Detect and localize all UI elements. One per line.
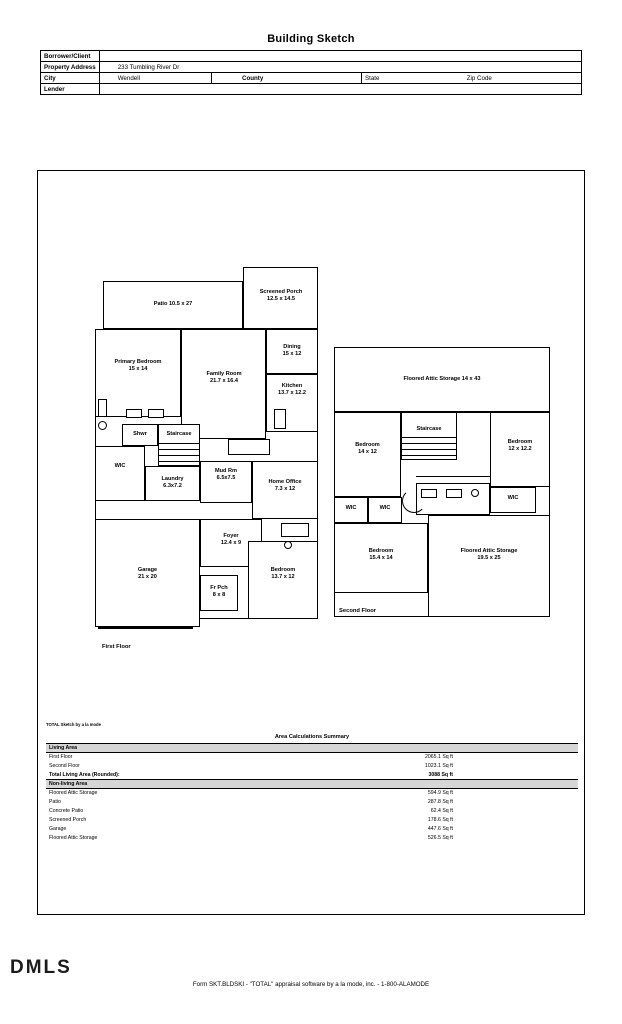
door-swing-arc [402,489,426,513]
room-label-screened-porch-dims: 12.5 x 14.5 [267,296,295,302]
room-label-wic-a: WIC [345,505,357,511]
sketch-credit-note: TOTAL Sketch by a la mode [46,722,101,727]
room-label-mud-room-dims: 6.5x7.5 [216,475,236,481]
vanity-fixture-4 [446,489,462,498]
area-row-pad [456,825,578,834]
room-label-garage-dims: 21 x 20 [138,574,157,580]
room-label-home-office-dims: 7.3 x 12 [274,486,296,492]
header-label-zip: Zip Code [466,74,492,82]
room-label-bedroom-12x12-2-dims: 12 x 12.2 [508,446,532,452]
bath-tub-fixture [98,399,107,417]
area-row-pad [456,753,578,762]
table-row [46,798,578,807]
room-label-bedroom-12x12-2: Bedroom [507,439,533,445]
room-label-laundry: Laundry [161,476,184,482]
room-floored-attic-storage-19-5x25 [428,515,550,617]
header-state-zip-cell [362,73,582,84]
stair-tread-1 [159,443,199,444]
room-label-staircase-first: Staircase [166,431,192,437]
area-row-value: 526.5 Sq ft [346,834,456,843]
floor-label-first: First Floor [102,644,131,650]
room-label-primary-bedroom-dims: 15 x 14 [128,366,148,372]
room-label-shower: Shwr [133,431,147,437]
powder-bath-fixture [281,523,309,537]
room-label-kitchen: Kitchen [281,383,303,389]
stair2-tread-2 [402,443,456,444]
room-label-wic-b: WIC [379,505,391,511]
area-row-value: 62.4 Sq ft [346,807,456,816]
header-label-city: City [41,73,100,84]
header-row-city [41,73,582,84]
header-value-address: 233 Tumbling River Dr [99,62,581,73]
area-heading-nonliving-spacer [346,780,456,789]
room-label-floored-attic-storage-19-5x25-dims: 19.5 x 25 [477,555,501,561]
area-row-value: 594.9 Sq ft [346,789,456,798]
room-label-family-room: Family Room [206,371,242,377]
sink-fixture-3 [471,489,479,497]
area-row-pad [456,771,578,780]
stair-tread-4 [159,461,199,462]
header-label-county: County [212,73,362,84]
page-title: Building Sketch [267,33,355,45]
header-row-borrower [41,51,582,62]
room-label-wic-first: WIC [114,463,126,469]
area-summary-title: Area Calculations Summary [274,734,350,740]
sink-fixture-1 [98,421,107,430]
room-label-laundry-dims: 6.3x7.2 [163,483,182,489]
header-row-lender [41,84,582,95]
area-row-pad [456,762,578,771]
second-floor-bath-block [416,483,490,515]
area-row-pad [456,789,578,798]
table-row [46,816,578,825]
table-row [46,789,578,798]
kitchen-counter-fixture [228,439,270,455]
area-row-pad [456,798,578,807]
room-label-bedroom-15-4x14: Bedroom [368,548,394,554]
kitchen-island-fixture [274,409,286,429]
room-label-primary-bedroom: Primary Bedroom [114,359,162,365]
room-label-bedroom-first: Bedroom [270,567,296,573]
area-summary-table [46,743,578,843]
room-label-foyer: Foyer [223,533,239,539]
header-value-lender [99,84,581,95]
stair2-tread-4 [402,455,456,456]
area-section-heading-living [46,744,578,753]
sink-fixture-2 [284,541,292,549]
room-label-garage: Garage [137,567,158,573]
table-row [46,753,578,762]
room-label-bedroom-15-4x14-dims: 15.4 x 14 [369,555,393,561]
vanity-fixture-1 [126,409,142,418]
room-label-screened-porch: Screened Porch [259,289,303,295]
area-row-value: 287.8 Sq ft [346,798,456,807]
vanity-fixture-2 [148,409,164,418]
area-row-value: 2065.1 Sq ft [346,753,456,762]
header-value-city: Wendell [99,73,211,84]
table-row [46,807,578,816]
room-label-family-room-dims: 21.7 x 16.4 [210,378,238,384]
area-row-name: Second Floor [46,762,346,771]
area-row-name: First Floor [46,753,346,762]
property-header-table [40,50,582,95]
area-heading-nonliving-pad [456,780,578,789]
table-row [46,825,578,834]
room-staircase-second [401,412,457,460]
area-row-value: 178.6 Sq ft [346,816,456,825]
area-row-value: 1023.1 Sq ft [346,762,456,771]
room-label-mud-room: Mud Rm [214,468,238,474]
area-row-name: Patio [46,798,346,807]
room-label-home-office: Home Office [268,479,302,485]
area-row-name: Garage [46,825,346,834]
room-label-floored-attic-storage-top: Floored Attic Storage 14 x 43 [403,376,481,382]
header-row-address [41,62,582,73]
bath-divider-line [416,476,490,477]
stair2-tread-3 [402,449,456,450]
area-row-pad [456,834,578,843]
header-label-lender: Lender [41,84,100,95]
table-row [46,762,578,771]
area-heading-nonliving-label: Non-living Area [46,780,346,789]
stair2-tread-1 [402,437,456,438]
floor-plan-drawing [38,171,586,741]
room-label-front-porch-dims: 8 x 8 [212,592,226,598]
room-label-front-porch: Fr Pch [210,585,228,591]
room-wic-first [95,446,145,501]
header-value-borrower [99,51,581,62]
stair-tread-2 [159,449,199,450]
header-label-address: Property Address [41,62,100,73]
room-label-floored-attic-storage-19-5x25: Floored Attic Storage [460,548,518,554]
area-heading-living-spacer [346,744,456,753]
area-row-name: Floored Attic Storage [46,834,346,843]
room-primary-bedroom [95,329,181,417]
area-heading-living-pad [456,744,578,753]
area-heading-living-label: Living Area [46,744,346,753]
area-section-heading-nonliving [46,780,578,789]
room-label-bedroom-14x12-dims: 14 x 12 [358,449,377,455]
area-row-value: 3088 Sq ft [346,771,456,780]
header-label-borrower: Borrower/Client [41,51,100,62]
area-row-name: Concrete Patio [46,807,346,816]
sketch-frame [37,170,585,915]
area-row-name: Floored Attic Storage [46,789,346,798]
room-label-wic-c: WIC [507,495,519,501]
room-label-patio: Patio 10.5 x 27 [153,301,193,307]
area-row-pad [456,807,578,816]
garage-door-line [98,627,193,629]
stair-tread-3 [159,455,199,456]
room-label-staircase-second: Staircase [416,426,442,432]
room-label-bedroom-first-dims: 13.7 x 12 [271,574,295,580]
table-row [46,834,578,843]
area-row-pad [456,816,578,825]
area-row-value: 447.6 Sq ft [346,825,456,834]
form-footer-line: Form SKT.BLDSKI - "TOTAL" appraisal software by a la mode, inc. - 1-800-ALAMODE [192,981,430,988]
dmls-logo: DMLS [10,957,72,978]
room-label-kitchen-dims: 13.7 x 12.2 [278,390,306,396]
room-label-dining-dims: 15 x 12 [282,351,302,357]
area-row-name: Total Living Area (Rounded): [46,771,346,780]
room-label-foyer-dims: 12.4 x 9 [220,540,242,546]
room-label-dining: Dining [283,344,301,350]
header-label-state: State [365,74,380,82]
room-label-bedroom-14x12: Bedroom [355,442,380,448]
floor-label-second: Second Floor [339,608,377,614]
area-row-name: Screened Porch [46,816,346,825]
table-row [46,771,578,780]
